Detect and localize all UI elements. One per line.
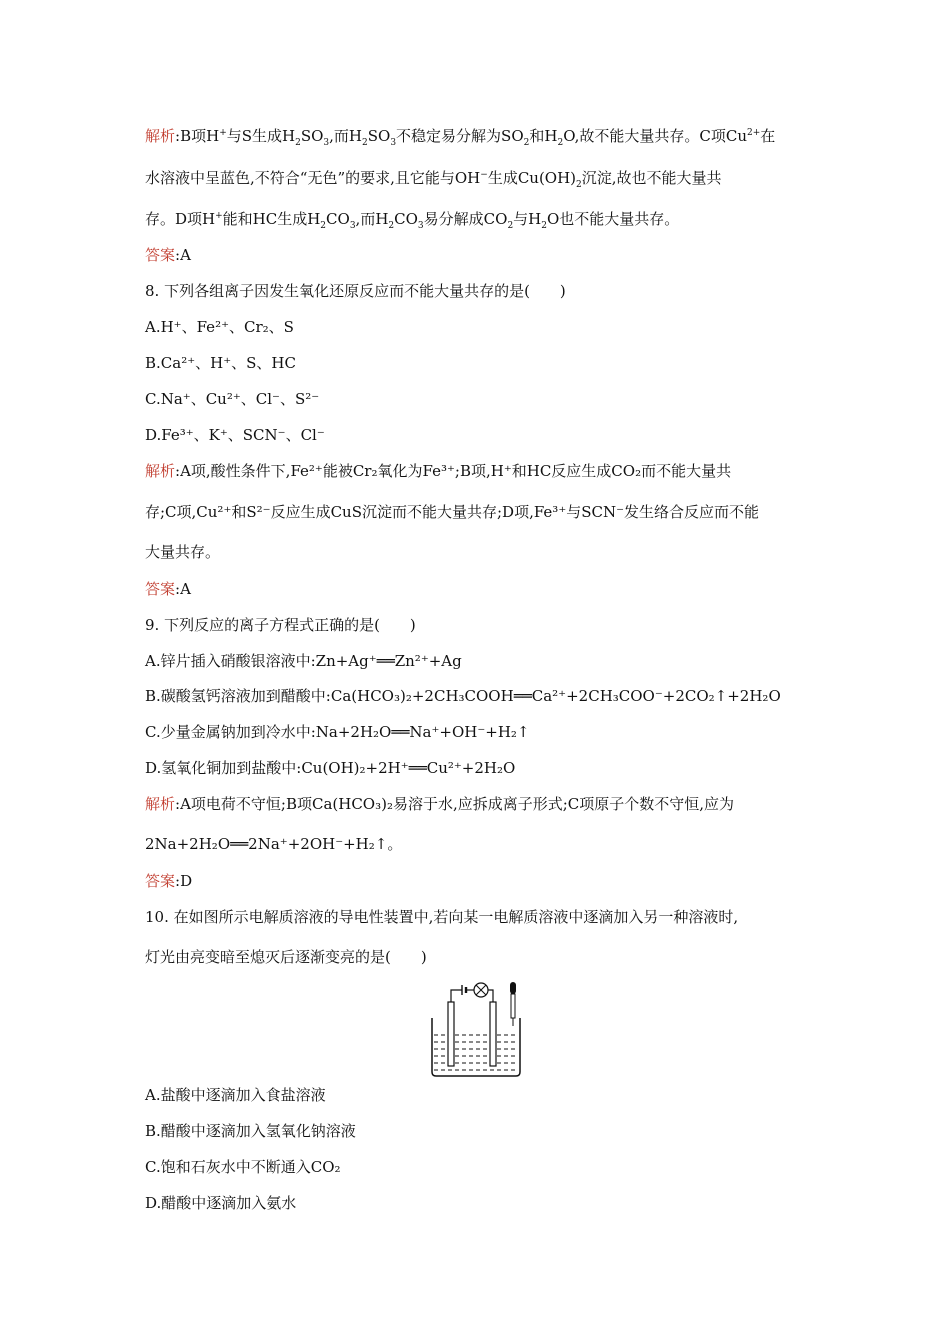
dropper-icon bbox=[510, 982, 516, 1026]
analysis-label: 解析 bbox=[145, 795, 176, 813]
q10-option-d: D.醋酸中逐滴加入氨水 bbox=[145, 1194, 297, 1212]
q7-analysis-line-3: 存。D项H+能和HC生成$H_2CO_3$,而$H_2CO_3$易分解成$CO_2$与$H_2O$也不能大量共存。 bbox=[145, 210, 680, 231]
q9-analysis-line-2: 2Na+2H₂O══2Na⁺+2OH⁻+H₂↑。 bbox=[145, 835, 403, 853]
q10-option-c: C.饱和石灰水中不断通入CO₂ bbox=[145, 1158, 341, 1176]
q8-answer: 答案:A bbox=[145, 580, 191, 598]
q8-option-c: C.Na⁺、Cu²⁺、Cl⁻、S²⁻ bbox=[145, 390, 320, 408]
q10-option-b: B.醋酸中逐滴加入氢氧化钠溶液 bbox=[145, 1122, 356, 1140]
analysis-label: 解析 bbox=[145, 127, 176, 145]
q9-answer: 答案:D bbox=[145, 872, 193, 890]
q10-option-a: A.盐酸中逐滴加入食盐溶液 bbox=[145, 1086, 326, 1104]
q7-analysis-line-2: 水溶液中呈蓝色,不符合“无色”的要求,且它能与OH−生成$Cu(OH)_2$沉淀,故也不能大量共 bbox=[145, 169, 722, 190]
q9-option-b: B.碳酸氢钙溶液加到醋酸中:Ca(HCO₃)₂+2CH₃COOH══Ca²⁺+2CH₃COO⁻+2CO₂↑+2H₂O bbox=[145, 687, 781, 705]
left-electrode bbox=[448, 1002, 454, 1066]
beaker bbox=[432, 1018, 520, 1076]
q7-answer: 答案:A bbox=[145, 246, 191, 264]
wire-left bbox=[451, 990, 462, 1002]
q7-analysis-line-1: 解析:B项H+与S生成$H_2SO_3$,而$H_2SO_3$不稳定易分解为$SO_2$和$H_2O$,故不能大量共存。C项$Cu^{2+}$在 bbox=[145, 127, 776, 148]
q9-analysis-line-1: 解析:A项电荷不守恒;B项Ca(HCO₃)₂易溶于水,应拆成离子形式;C项原子个数不守恒,应为 bbox=[145, 795, 735, 813]
q9-option-c: C.少量金属钠加到冷水中:Na+2H₂O══Na⁺+OH⁻+H₂↑ bbox=[145, 723, 530, 741]
q10-stem-line-1: 10. 在如图所示电解质溶液的导电性装置中,若向某一电解质溶液中逐滴加入另一种溶液时, bbox=[145, 908, 739, 926]
solution bbox=[434, 1035, 518, 1070]
answer-label: 答案 bbox=[145, 580, 176, 598]
right-electrode bbox=[490, 1002, 496, 1066]
q8-stem: 8. 下列各组离子因发生氧化还原反应而不能大量共存的是( ) bbox=[145, 282, 566, 300]
answer-label: 答案 bbox=[145, 246, 176, 264]
q9-stem: 9. 下列反应的离子方程式正确的是( ) bbox=[145, 616, 416, 634]
answer-label: 答案 bbox=[145, 872, 176, 890]
q8-option-d: D.Fe³⁺、K⁺、SCN⁻、Cl⁻ bbox=[145, 426, 325, 444]
q10-stem-line-2: 灯光由亮变暗至熄灭后逐渐变亮的是( ) bbox=[145, 948, 427, 966]
q8-option-a: A.H⁺、Fe²⁺、Cr₂、S bbox=[145, 318, 294, 336]
analysis-label: 解析 bbox=[145, 462, 176, 480]
wire-right bbox=[488, 990, 493, 1002]
conductivity-apparatus-diagram bbox=[428, 980, 528, 1080]
q9-option-a: A.锌片插入硝酸银溶液中:Zn+Ag⁺══Zn²⁺+Ag bbox=[145, 652, 462, 670]
q8-option-b: B.Ca²⁺、H⁺、S、HC bbox=[145, 354, 296, 372]
q8-analysis-line-1: 解析:A项,酸性条件下,Fe²⁺能被Cr₂氧化为Fe³⁺;B项,H⁺和HC反应生成CO₂而不能大量共 bbox=[145, 462, 732, 480]
q8-analysis-line-2: 存;C项,Cu²⁺和S²⁻反应生成CuS沉淀而不能大量共存;D项,Fe³⁺与SCN⁻发生络合反应而不能 bbox=[145, 503, 760, 521]
q9-option-d: D.氢氧化铜加到盐酸中:Cu(OH)₂+2H⁺══Cu²⁺+2H₂O bbox=[145, 759, 516, 777]
q8-analysis-line-3: 大量共存。 bbox=[145, 543, 221, 561]
